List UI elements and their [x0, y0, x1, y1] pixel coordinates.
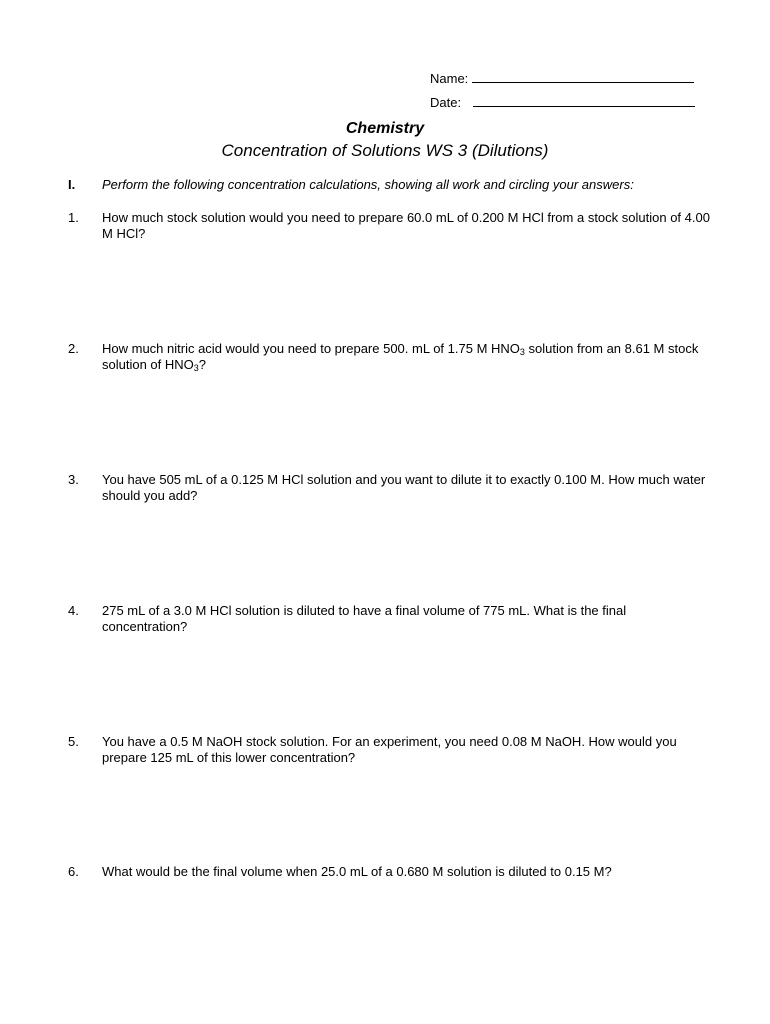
section-numeral: I. — [68, 177, 76, 192]
question-text: What would be the final volume when 25.0 mL of a 0.680 M solution is diluted to 0.15 M? — [102, 864, 612, 879]
name-field — [430, 70, 694, 87]
question-number: 5. — [68, 734, 79, 749]
question-text-part: solution from an 8.61 M stock solution of HNO — [102, 341, 699, 372]
question-text: You have 505 mL of a 0.125 M HCl solution and you want to dilute it to exactly 0.100 M. How much water should you add? — [102, 472, 706, 503]
name-blank-line[interactable] — [472, 70, 694, 83]
question-text-part: How much nitric acid would you need to prepare 500. mL of 1.75 M HNO — [102, 341, 520, 356]
name-label: Name: — [430, 71, 469, 86]
question-number: 2. — [68, 341, 79, 356]
question-text: You have a 0.5 M NaOH stock solution. For an experiment, you need 0.08 M NaOH. How would you prepare 125 mL of this lower concentration? — [102, 734, 677, 765]
question-text: 275 mL of a 3.0 M HCl solution is diluted to have a final volume of 775 mL. What is the final concentration? — [102, 603, 627, 634]
question-number: 3. — [68, 472, 79, 487]
question-number: 1. — [68, 210, 79, 225]
section-instruction-text: Perform the following concentration calculations, showing all work and circling your answers: — [102, 177, 634, 192]
question-text-part: ? — [198, 357, 207, 372]
question-number: 4. — [68, 603, 79, 618]
worksheet-title: Concentration of Solutions WS 3 (Dilutions) — [221, 141, 549, 160]
question-text: How much stock solution would you need to prepare 60.0 mL of 0.200 M HCl from a stock solution of 4.00 M HCl? — [102, 210, 710, 241]
subscript: 3 — [193, 363, 199, 373]
subject-title: Chemistry — [345, 120, 425, 137]
subscript: 3 — [519, 347, 525, 357]
date-blank-line[interactable] — [473, 94, 695, 107]
question-text — [102, 341, 712, 373]
date-field — [430, 94, 695, 111]
question-number: 6. — [68, 864, 79, 879]
date-label: Date: — [430, 95, 462, 110]
